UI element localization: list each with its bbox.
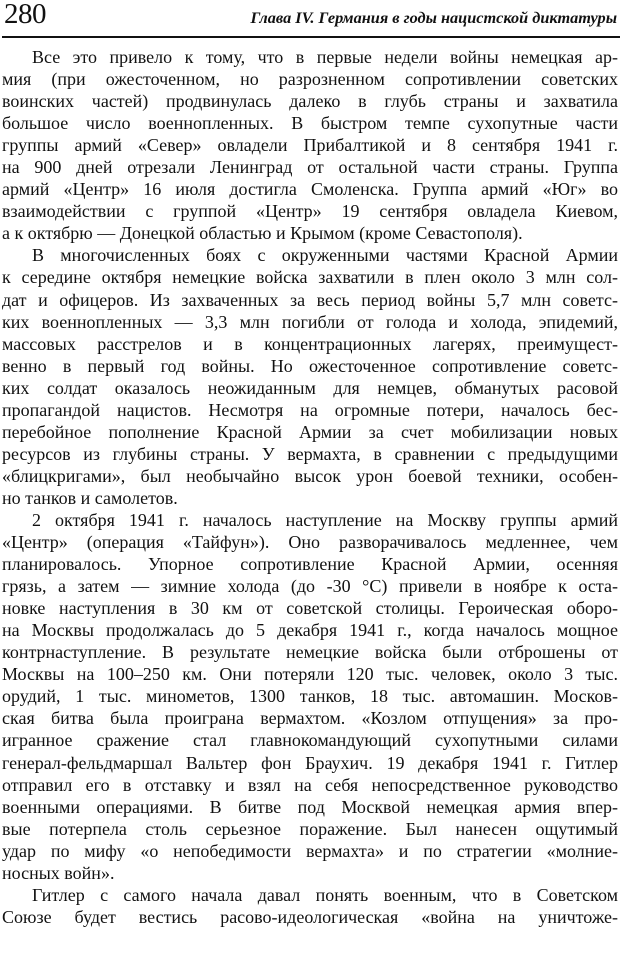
text-line: ких военнопленных — 3,3 млн погибли от голода и холода, эпидемий, [2, 311, 618, 332]
text-line: массовых расстрелов и в концентрационных лагерях, преимущест- [2, 333, 618, 354]
text-line: перебойное пополнение Красной Армии за счет мобилизации новых [2, 421, 618, 442]
text-line: грязь, а затем — зимние холода (до -30 °С) привели в ноябре к оста- [2, 576, 618, 597]
text-line: на Москвы продолжалась до 5 декабря 1941 г., когда началось мощное [2, 620, 618, 641]
text-line: Все это привело к тому, что в первые недели войны немецкая ар- [32, 47, 618, 67]
text-line: Москвы на 100–250 км. Они потеряли 120 тыс. человек, около 3 тыс. [2, 664, 618, 685]
text-line: на 900 дней отрезали Ленинград от остальной части страны. Группа [2, 157, 618, 178]
text-line: воинских частей) продвинулась далеко в глубь страны и захватила [2, 91, 618, 112]
text-line: пропагандой нацистов. Несмотря на огромные потери, началось бес- [2, 399, 618, 420]
text-line: удар по мифу «о непобедимости вермахта» и по стратегии «молние- [2, 840, 618, 861]
text-line: к середине октября немецкие войска захватили в плен около 3 млн сол- [2, 267, 618, 288]
text-line: мия (при ожесточенном, но разрозненном сопротивлении советских [2, 69, 618, 90]
text-line: ких солдат оказалось неожиданным для немцев, обманутых расовой [2, 377, 618, 398]
text-line: Союзе будет вестись расово-идеологическая «война на уничтоже- [2, 906, 618, 927]
text-line: большое число военнопленных. В быстром темпе сухопутные части [2, 113, 618, 134]
text-line: генерал-фельдмаршал Вальтер фон Браухич. 19 декабря 1941 г. Гитлер [2, 752, 618, 773]
text-line: вые потерпела столь серьезное поражение. Был нанесен ощутимый [2, 818, 618, 839]
text-line: Гитлер с самого начала давал понять военным, что в Советском [32, 884, 618, 905]
text-line: а к октябрю — Донецкой областью и Крымом (кроме Севастополя). [2, 223, 523, 244]
text-line: но танков и самолетов. [2, 487, 178, 508]
page-number: 280 [4, 0, 46, 30]
body-text [2, 46, 618, 928]
text-line: носных войн». [2, 862, 115, 883]
text-line: военными операциями. В битве под Москвой немецкая армия впер- [2, 796, 618, 817]
text-line: орудий, 1 тыс. минометов, 1300 танков, 18 тыс. автомашин. Москов- [2, 686, 618, 707]
text-line: планировалось. Упорное сопротивление Красной Армии, осенняя [2, 554, 618, 575]
text-line: отправил его в отставку и взял на себя непосредственное руководство [2, 774, 618, 795]
text-line: контрнаступление. В результате немецкие войска были отброшены от [2, 642, 618, 663]
text-line: новке наступления в 30 км от советской столицы. Героическая оборо- [2, 598, 618, 619]
chapter-title: Глава IV. Германия в годы нацистской диктатуры [250, 8, 617, 27]
running-header [2, 0, 620, 38]
text-line: «блицкригами», был необычайно высок урон боевой техники, особен- [2, 465, 618, 486]
text-line: дат и офицеров. Из захваченных за весь период войны 5,7 млн советс- [2, 289, 618, 310]
text-line: В многочисленных боях с окруженными частями Красной Армии [32, 245, 618, 266]
text-line: взаимодействии с группой «Центр» 19 сентября овладела Киевом, [2, 201, 618, 222]
text-line: группы армий «Север» овладели Прибалтикой и 8 сентября 1941 г. [2, 135, 618, 156]
text-line: 2 октября 1941 г. началось наступление на Москву группы армий [32, 509, 618, 530]
text-line: венно в первый год войны. Но ожесточенное сопротивление советс- [2, 355, 618, 376]
text-line: ресурсов из глубины страны. У вермахта, в сравнении с предыдущими [2, 443, 618, 464]
text-line: ская битва была проиграна вермахтом. «Козлом отпущения» за про- [2, 708, 618, 729]
text-line: армий «Центр» 16 июля достигла Смоленска. Группа армий «Юг» во [2, 179, 618, 200]
text-line: «Центр» (операция «Тайфун»). Оно разворачивалось медленнее, чем [2, 532, 618, 553]
text-line: игранное сражение стал главнокомандующий сухопутными силами [2, 730, 618, 751]
